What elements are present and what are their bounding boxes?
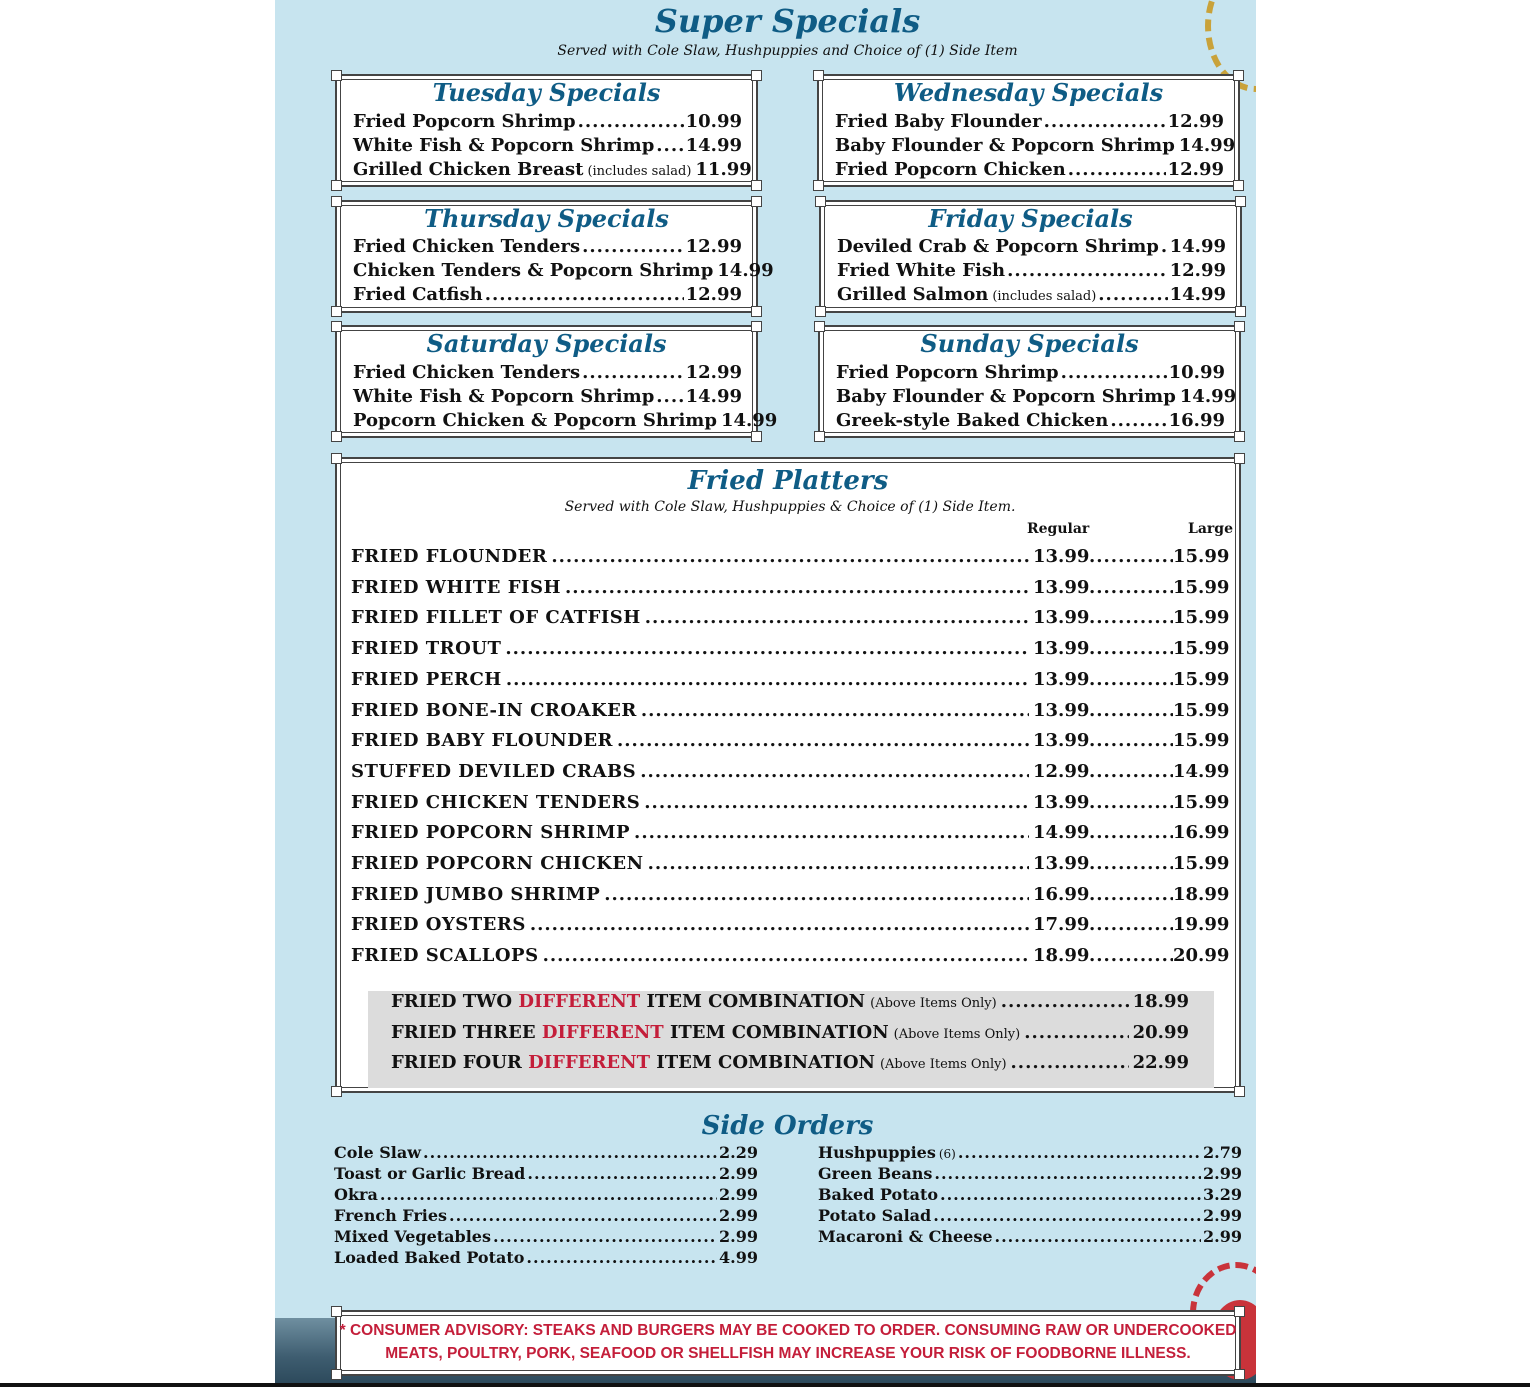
platter-large-price: 15.99: [1173, 576, 1230, 598]
platter-large-price: 15.99: [1173, 546, 1230, 567]
side-item: [334, 1143, 758, 1164]
platter-large-price: 15.99: [1173, 638, 1230, 660]
platter-regular-price: 14.99: [1033, 822, 1090, 844]
special-box: [817, 74, 1240, 187]
side-price: 2.99: [719, 1206, 758, 1225]
platter-row: [351, 914, 1229, 944]
platter-row: [351, 884, 1229, 914]
platter-row: [351, 822, 1229, 852]
platter-regular-price: 17.99: [1033, 914, 1090, 936]
special-item: Fried Popcorn Shrimp ..... 10.99: [353, 111, 742, 135]
special-item: Greek-style Baked Chicken ..... 16.99: [836, 410, 1225, 434]
platter-name: FRIED BONE-IN CROAKER: [351, 699, 637, 721]
special-item: Fried White Fish ..... 12.99: [837, 260, 1226, 284]
platter-row: [351, 730, 1229, 760]
page-subtitle: Served with Cole Slaw, Hushpuppies and Choice of (1) Side Item: [557, 43, 1018, 59]
platter-large-price: 15.99: [1173, 668, 1230, 690]
platter-name: FRIED OYSTERS: [351, 914, 526, 936]
special-item: Grilled Salmon (includes salad) ..... 14.99: [837, 284, 1226, 308]
special-item: Popcorn Chicken & Popcorn Shrimp 14.99: [353, 410, 778, 431]
platter-large-price: 15.99: [1173, 853, 1230, 874]
side-item: [334, 1164, 758, 1185]
special-item: Baby Flounder & Popcorn Shrimp 14.99: [835, 135, 1236, 156]
menu-page: [275, 0, 1256, 1383]
platter-regular-price: 13.99: [1033, 699, 1090, 721]
side-item: [818, 1185, 1242, 1206]
platter-large-price: 14.99: [1173, 760, 1230, 782]
platter-name: FRIED BABY FLOUNDER: [351, 730, 614, 752]
platter-large-price: 15.99: [1173, 699, 1230, 721]
platter-large-price: 18.99: [1173, 883, 1230, 905]
platter-name: FRIED POPCORN SHRIMP: [351, 822, 631, 844]
platter-name: FRIED SCALLOPS: [351, 945, 539, 967]
platter-row: [351, 945, 1229, 975]
platter-regular-price: 18.99: [1033, 945, 1090, 967]
side-name: Toast or Garlic Bread: [334, 1164, 526, 1183]
special-item: Fried Chicken Tenders ..... 12.99: [353, 236, 742, 260]
side-price: 2.79: [1203, 1143, 1242, 1162]
platter-name: FRIED PERCH: [351, 668, 502, 690]
side-note: (6): [938, 1147, 956, 1161]
side-price: 3.29: [1203, 1185, 1242, 1204]
special-item: Baby Flounder & Popcorn Shrimp 14.99: [836, 386, 1237, 407]
side-name: Potato Salad: [818, 1206, 932, 1225]
special-item: Fried Catfish ..... 12.99: [353, 284, 742, 308]
combo-row: FRIED FOUR DIFFERENT ITEM COMBINATION (Above Items Only) ..... 22.99: [391, 1052, 1189, 1082]
platter-regular-price: 13.99: [1033, 730, 1090, 752]
platter-name: FRIED JUMBO SHRIMP: [351, 883, 601, 905]
platter-regular-price: 13.99: [1033, 638, 1090, 660]
platter-row: [351, 638, 1229, 668]
special-title: Thursday Specials: [424, 204, 669, 233]
platter-regular-price: 13.99: [1033, 576, 1090, 598]
special-box: [335, 325, 778, 438]
advisory-box: [335, 1310, 1241, 1376]
side-price: 2.29: [719, 1143, 758, 1162]
side-item: [334, 1185, 758, 1206]
platter-regular-price: 13.99: [1033, 546, 1090, 567]
side-name: Loaded Baked Potato: [334, 1248, 525, 1267]
platter-row: [351, 607, 1229, 637]
special-title: Wednesday Specials: [893, 78, 1164, 107]
side-price: 2.99: [719, 1185, 758, 1204]
side-price: 4.99: [719, 1248, 758, 1267]
side-price: 2.99: [1203, 1164, 1242, 1183]
special-title: Sunday Specials: [920, 329, 1139, 358]
combo-row: FRIED THREE DIFFERENT ITEM COMBINATION (Above Items Only) ..... 20.99: [391, 1022, 1189, 1052]
platter-regular-price: 13.99: [1033, 791, 1090, 813]
sides-title: Side Orders: [701, 1111, 874, 1141]
side-item: [818, 1227, 1242, 1248]
side-name: Cole Slaw: [334, 1143, 422, 1162]
side-price: 2.99: [1203, 1206, 1242, 1225]
advisory-line-2: MEATS, POULTRY, PORK, SEAFOOD OR SHELLFISH MAY INCREASE YOUR RISK OF FOODBORNE ILLNESS.: [385, 1345, 1191, 1362]
special-item: Deviled Crab & Popcorn Shrimp ..... 14.99: [837, 236, 1226, 260]
side-item: [818, 1143, 1242, 1164]
platter-name: FRIED CHICKEN TENDERS: [351, 791, 641, 813]
side-price: 2.99: [1203, 1227, 1242, 1246]
platters-title: Fried Platters: [687, 466, 889, 496]
platters-subtitle: Served with Cole Slaw, Hushpuppies & Choice of (1) Side Item.: [564, 499, 1016, 515]
special-box: [335, 74, 758, 187]
side-item: [818, 1206, 1242, 1227]
platter-name: FRIED POPCORN CHICKEN: [351, 853, 644, 874]
side-name: Baked Potato: [818, 1185, 939, 1204]
platter-row: [351, 853, 1229, 883]
platter-row: [351, 669, 1229, 699]
advisory-line-1: * CONSUMER ADVISORY: STEAKS AND BURGERS MAY BE COOKED TO ORDER. CONSUMING RAW OR UNDERCOOKED: [339, 1322, 1237, 1339]
side-item: [334, 1206, 758, 1227]
platter-regular-price: 16.99: [1033, 883, 1090, 905]
side-name: Mixed Vegetables: [334, 1227, 491, 1246]
platter-large-price: 15.99: [1173, 730, 1230, 752]
platters-box: [335, 457, 1241, 1093]
platter-row: [351, 792, 1229, 822]
side-name: Green Beans: [818, 1164, 933, 1183]
platter-large-price: 15.99: [1173, 607, 1230, 629]
combo-panel: [368, 991, 1214, 1088]
side-name: Macaroni & Cheese: [818, 1227, 993, 1246]
platter-name: FRIED FILLET OF CATFISH: [351, 607, 641, 629]
special-item: Fried Popcorn Shrimp ..... 10.99: [836, 362, 1225, 386]
bottom-bar: [0, 1383, 1530, 1387]
col-large: Large: [1188, 521, 1233, 537]
combo-row: FRIED TWO DIFFERENT ITEM COMBINATION (Above Items Only) ..... 18.99: [391, 991, 1189, 1021]
side-item: [334, 1227, 758, 1248]
special-box: [818, 325, 1241, 438]
special-box: [335, 200, 774, 313]
platter-name: FRIED WHITE FISH: [351, 576, 561, 598]
special-item: Fried Popcorn Chicken ..... 12.99: [835, 159, 1224, 183]
special-item: Fried Baby Flounder ..... 12.99: [835, 111, 1224, 135]
side-name: Okra: [334, 1185, 378, 1204]
special-box: [819, 200, 1242, 313]
platter-row: [351, 700, 1229, 730]
side-item: [818, 1164, 1242, 1185]
special-title: Saturday Specials: [426, 329, 667, 358]
platter-large-price: 16.99: [1173, 822, 1230, 844]
special-item: White Fish & Popcorn Shrimp ..... 14.99: [353, 386, 742, 410]
platter-regular-price: 13.99: [1033, 607, 1090, 629]
platter-regular-price: 13.99: [1033, 668, 1090, 690]
platter-regular-price: 13.99: [1033, 853, 1090, 874]
platter-name: FRIED TROUT: [351, 638, 502, 660]
platter-name: STUFFED DEVILED CRABS: [351, 760, 637, 782]
special-title: Tuesday Specials: [432, 78, 661, 107]
platter-large-price: 15.99: [1173, 791, 1230, 813]
platter-row: [351, 546, 1229, 576]
platter-regular-price: 12.99: [1033, 760, 1090, 782]
special-item: Grilled Chicken Breast (includes salad) 11.99: [353, 159, 752, 180]
platter-row: [351, 761, 1229, 791]
page-title: Super Specials: [654, 2, 921, 40]
side-name: Hushpuppies: [818, 1143, 936, 1162]
side-price: 2.99: [719, 1164, 758, 1183]
side-price: 2.99: [719, 1227, 758, 1246]
special-title: Friday Specials: [928, 204, 1133, 233]
side-item: [334, 1248, 758, 1269]
platter-name: FRIED FLOUNDER: [351, 546, 548, 567]
special-item: Chicken Tenders & Popcorn Shrimp 14.99: [353, 260, 774, 281]
platter-large-price: 20.99: [1173, 945, 1230, 967]
special-item: White Fish & Popcorn Shrimp ..... 14.99: [353, 135, 742, 159]
col-regular: Regular: [1027, 521, 1090, 537]
platter-row: [351, 577, 1229, 607]
special-item: Fried Chicken Tenders ..... 12.99: [353, 362, 742, 386]
side-name: French Fries: [334, 1206, 448, 1225]
platter-large-price: 19.99: [1173, 914, 1230, 936]
